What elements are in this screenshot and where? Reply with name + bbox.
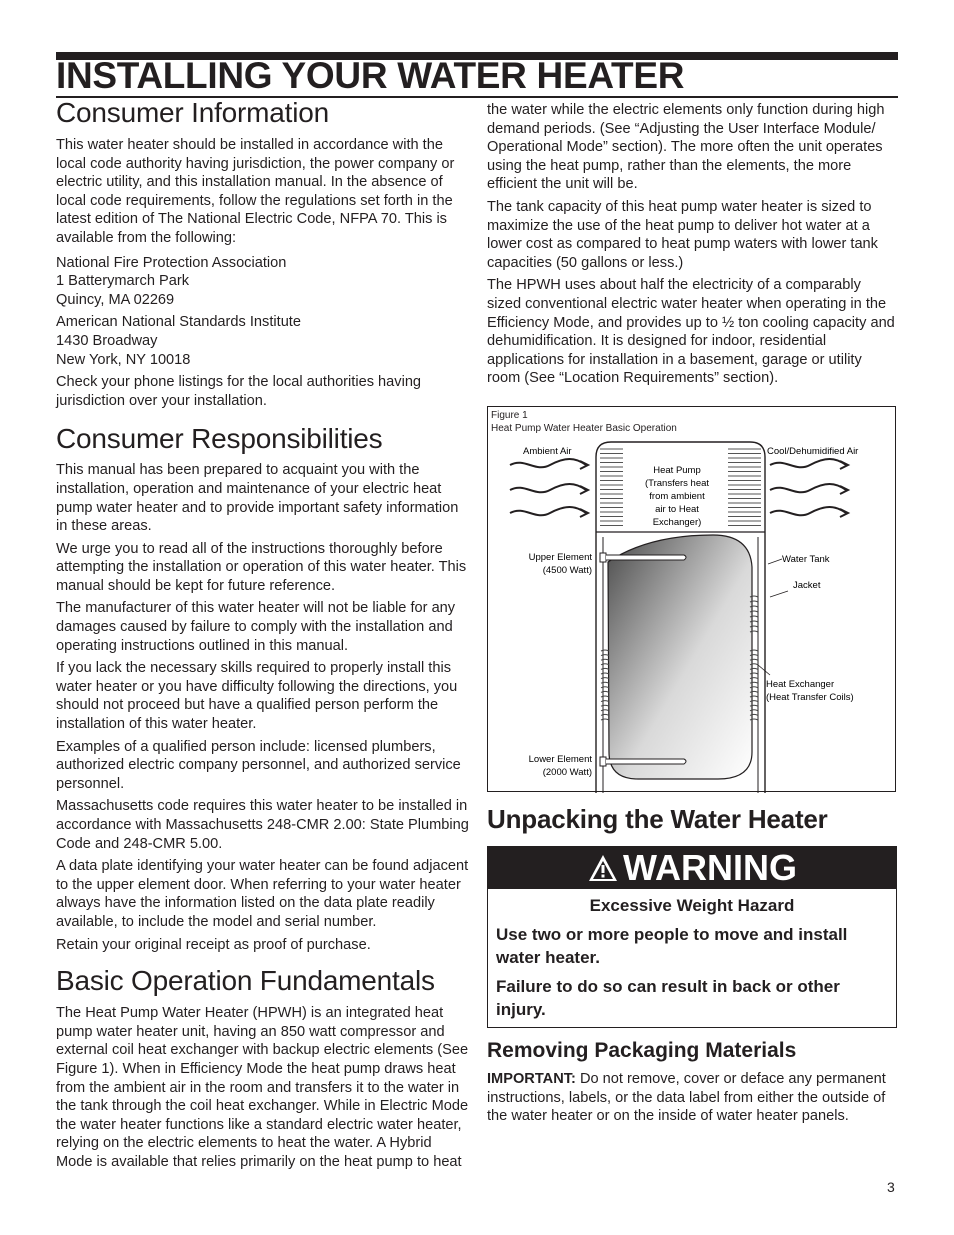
responsibility-paragraph: This manual has been prepared to acquaint you with the installation, operation and maintenance of your electric heat pump water heater and to provide important safety information in these areas. bbox=[56, 462, 459, 535]
phone-listings-paragraph: Check your phone listings for the local authorities having jurisdiction over your installation. bbox=[56, 374, 422, 409]
airflow-wave bbox=[510, 507, 586, 515]
heat-pump-text: (Transfers heat bbox=[644, 477, 710, 489]
coil-turn bbox=[750, 611, 758, 612]
leader-line bbox=[768, 559, 782, 564]
coil-turn bbox=[750, 691, 758, 692]
upper-element-text: Upper Element bbox=[528, 551, 592, 563]
address-line: National Fire Protection Association bbox=[56, 254, 287, 271]
water-tank-label: Water Tank bbox=[782, 553, 830, 565]
basic-operation-section bbox=[56, 964, 470, 1171]
heat-exchanger-text: Heat Exchanger bbox=[766, 678, 835, 690]
heat-pump-text: Heat Pump bbox=[653, 464, 701, 476]
address-line: 1430 Broadway bbox=[56, 332, 158, 349]
warning-box bbox=[487, 846, 897, 1028]
hazard-title: Excessive Weight Hazard bbox=[589, 895, 795, 915]
jacket-label: Jacket bbox=[793, 579, 821, 591]
coil-turn bbox=[750, 673, 758, 674]
cool-air-arrows bbox=[770, 459, 848, 517]
coil-turn bbox=[750, 606, 758, 607]
warning-label: WARNING bbox=[623, 846, 797, 888]
airflow-wave bbox=[510, 459, 586, 467]
ambient-air-arrows bbox=[510, 459, 588, 517]
continued-paragraph: the water while the electric elements only function during high demand periods. (See “Adjusting the User Interface Module/ Operational Mode” section). The more often the unit operates using the heat pump, rather than the elements, the more efficient the unit will be. bbox=[487, 102, 885, 193]
coil-turn bbox=[601, 673, 609, 674]
coil-turn bbox=[750, 701, 758, 702]
coil-turn bbox=[750, 710, 758, 711]
heat-exchanger-label bbox=[766, 679, 854, 703]
unpacking-heading: Unpacking the Water Heater bbox=[487, 803, 828, 834]
heat-exchanger-coils bbox=[601, 650, 609, 720]
ambient-air-label: Ambient Air bbox=[523, 445, 572, 457]
upper-element-label bbox=[529, 552, 593, 576]
important-text: Do not remove, cover or deface any permanent instructions, labels, or the data label from either the outside of the water heater or on the inside of water heater panels. bbox=[487, 1070, 886, 1125]
coil-turn bbox=[601, 691, 609, 692]
consumer-responsibilities-section bbox=[56, 422, 470, 954]
right-column bbox=[487, 101, 899, 1126]
arrow-head bbox=[840, 461, 848, 469]
nfpa-address bbox=[56, 254, 470, 310]
heat-pump-text: from ambient bbox=[649, 490, 705, 502]
coil-turn bbox=[750, 631, 758, 632]
address-line: New York, NY 10018 bbox=[56, 351, 191, 368]
hpwh-paragraph: The HPWH uses about half the electricity of a comparably sized conventional electric water heater when operating in the Efficiency Mode, and provides up to ½ ton cooling capacity and dehumidification. It is designed for indoor, residential applications for installation in a basement, garage or utility room (See “Location Requirements” section). bbox=[487, 277, 895, 387]
figure-number: Figure 1 bbox=[491, 409, 528, 421]
left-column bbox=[56, 96, 470, 1172]
removing-packaging-heading: Removing Packaging Materials bbox=[487, 1038, 797, 1062]
arrow-head bbox=[580, 486, 588, 494]
heat-pump-text: air to Heat bbox=[655, 503, 699, 515]
ansi-address bbox=[56, 313, 470, 369]
coil-turn bbox=[601, 668, 609, 669]
responsibility-paragraph: A data plate identifying your water heater can be found adjacent to the upper element door. When referring to your water heater always have the information listed on the data plate readily available, to include the model and serial number. bbox=[56, 858, 469, 930]
responsibility-paragraph: Examples of a qualified person include: licensed plumbers, authorized electric company personnel, and authorized service personnel. bbox=[56, 738, 461, 792]
coil-turn bbox=[601, 659, 609, 660]
warning-body bbox=[488, 889, 896, 1027]
important-paragraph bbox=[487, 1070, 899, 1126]
basic-operation-heading: Basic Operation Fundamentals bbox=[56, 965, 435, 997]
warning-header bbox=[488, 847, 896, 889]
lower-element-mount bbox=[600, 757, 606, 766]
warning-consequence: Failure to do so can result in back or other injury. bbox=[496, 976, 840, 1019]
cool-air-label: Cool/Dehumidified Air bbox=[767, 445, 859, 457]
coil-turn bbox=[601, 710, 609, 711]
responsibility-paragraph: Massachusetts code requires this water heater to be installed in accordance with Massachusetts 248-CMR 2.00: State Plumbing Code and 248-CMR 5.00. bbox=[56, 798, 469, 852]
heat-pump-text: Exchanger) bbox=[652, 516, 702, 528]
important-label: IMPORTANT: bbox=[487, 1070, 576, 1087]
figure-caption: Heat Pump Water Heater Basic Operation bbox=[491, 422, 677, 434]
tank-capacity-paragraph: The tank capacity of this heat pump water heater is sized to maximize the use of the heat pump to deliver hot water at a lower cost as compared to heat pump waters with lower tank capacities (50 gallons or less.) bbox=[487, 198, 878, 271]
coil-turn bbox=[601, 655, 609, 656]
coil-turn bbox=[601, 678, 609, 679]
coil-turn bbox=[601, 714, 609, 715]
upper-element-text: (4500 Watt) bbox=[542, 564, 592, 576]
heat-pump-label bbox=[645, 465, 709, 528]
coil-turn bbox=[750, 655, 758, 656]
coil-turn bbox=[750, 621, 758, 622]
basic-operation-paragraph: The Heat Pump Water Heater (HPWH) is an integrated heat pump water heater unit, having an 850 watt compressor and external coil heat exchanger with backup electric elements (See Figure 1). When in Efficiency Mode the heat pump draws heat from the ambient air in the room and transfers it to the water in the tank through the coil heat exchanger. While in Electric Mode the water heater functions like a standard electric water heater, relying on the electric elements to heat the water. A Hybrid Mode is available that relies primarily on the heat pump to heat bbox=[56, 1005, 469, 1170]
arrow-head bbox=[840, 509, 848, 517]
coil-turn bbox=[750, 601, 758, 602]
figure-label bbox=[491, 409, 677, 435]
coil-turn bbox=[750, 616, 758, 617]
responsibility-paragraph: We urge you to read all of the instructions thoroughly before attempting the installation or operation of this water heater. This manual should be kept for future reference. bbox=[56, 540, 467, 594]
address-line: American National Standards Institute bbox=[56, 314, 301, 331]
lower-element-rod bbox=[606, 759, 686, 764]
consumer-responsibilities-heading: Consumer Responsibilities bbox=[56, 423, 383, 455]
warning-triangle-icon bbox=[587, 853, 619, 883]
upper-element-mount bbox=[600, 553, 606, 562]
consumer-information-heading: Consumer Information bbox=[56, 97, 330, 128]
consumer-info-paragraph: This water heater should be installed in accordance with the local code authority having jurisdiction, the power company or electric utility, and this installation manual. In the absence of local code requirements, follow the regulations set forth in the latest edition of The National Electric Code, NFPA 70. This is available from the following: bbox=[56, 137, 455, 246]
page-number: 3 bbox=[887, 1179, 895, 1195]
water-tank-shape bbox=[608, 535, 752, 779]
coil-turn bbox=[601, 682, 609, 683]
lower-element-label bbox=[529, 754, 593, 778]
leader-line bbox=[758, 665, 770, 675]
address-line: 1 Batterymarch Park bbox=[56, 273, 190, 290]
arrow-head bbox=[580, 509, 588, 517]
airflow-wave bbox=[770, 459, 846, 467]
warning-instruction: Use two or more people to move and install water heater. bbox=[496, 924, 848, 967]
coil-turn bbox=[601, 650, 609, 651]
figure-1 bbox=[487, 406, 896, 792]
airflow-wave bbox=[770, 507, 846, 515]
removing-packaging-section bbox=[487, 1038, 899, 1126]
responsibility-paragraph: The manufacturer of this water heater will not be liable for any damages caused by failure to comply with the installation and operating instructions outlined in this manual. bbox=[56, 600, 456, 654]
coil-turn bbox=[750, 668, 758, 669]
coil-turn bbox=[750, 664, 758, 665]
upper-element-rod bbox=[606, 555, 686, 560]
responsibility-paragraph: If you lack the necessary skills required to properly install this water heater or you have difficulty following the directions, you should not proceed but have a qualified person perform the installation of this water heater. bbox=[56, 660, 458, 733]
coil-turn bbox=[750, 650, 758, 651]
coil-turn bbox=[601, 719, 609, 720]
coil-turn bbox=[750, 626, 758, 627]
heat-exchanger-text: (Heat Transfer Coils) bbox=[766, 691, 854, 703]
coil-turn bbox=[601, 687, 609, 688]
coil-turn bbox=[750, 678, 758, 679]
coil-turn bbox=[750, 705, 758, 706]
coil-turn bbox=[601, 664, 609, 665]
responsibility-paragraph: Retain your original receipt as proof of purchase. bbox=[56, 936, 371, 953]
lower-element-text: (2000 Watt) bbox=[542, 766, 592, 778]
address-line: Quincy, MA 02269 bbox=[56, 291, 175, 308]
consumer-information-section bbox=[56, 96, 470, 410]
coil-turn bbox=[750, 596, 758, 597]
arrow-head bbox=[840, 486, 848, 494]
coil-turn bbox=[601, 696, 609, 697]
coil-turn bbox=[750, 687, 758, 688]
coil-turn bbox=[750, 682, 758, 683]
lower-element-text: Lower Element bbox=[528, 753, 592, 765]
arrow-head bbox=[580, 461, 588, 469]
airflow-wave bbox=[770, 484, 846, 492]
heat-pump-diagram bbox=[488, 407, 897, 793]
coil-turn bbox=[601, 705, 609, 706]
airflow-wave bbox=[510, 484, 586, 492]
page-title: INSTALLING YOUR WATER HEATER bbox=[56, 56, 898, 98]
coil-turn bbox=[750, 714, 758, 715]
coil-turn bbox=[750, 659, 758, 660]
coil-turn bbox=[601, 701, 609, 702]
leader-line bbox=[770, 591, 788, 597]
coil-turn bbox=[750, 719, 758, 720]
unpacking-section bbox=[487, 802, 899, 1028]
coil-turn bbox=[750, 696, 758, 697]
